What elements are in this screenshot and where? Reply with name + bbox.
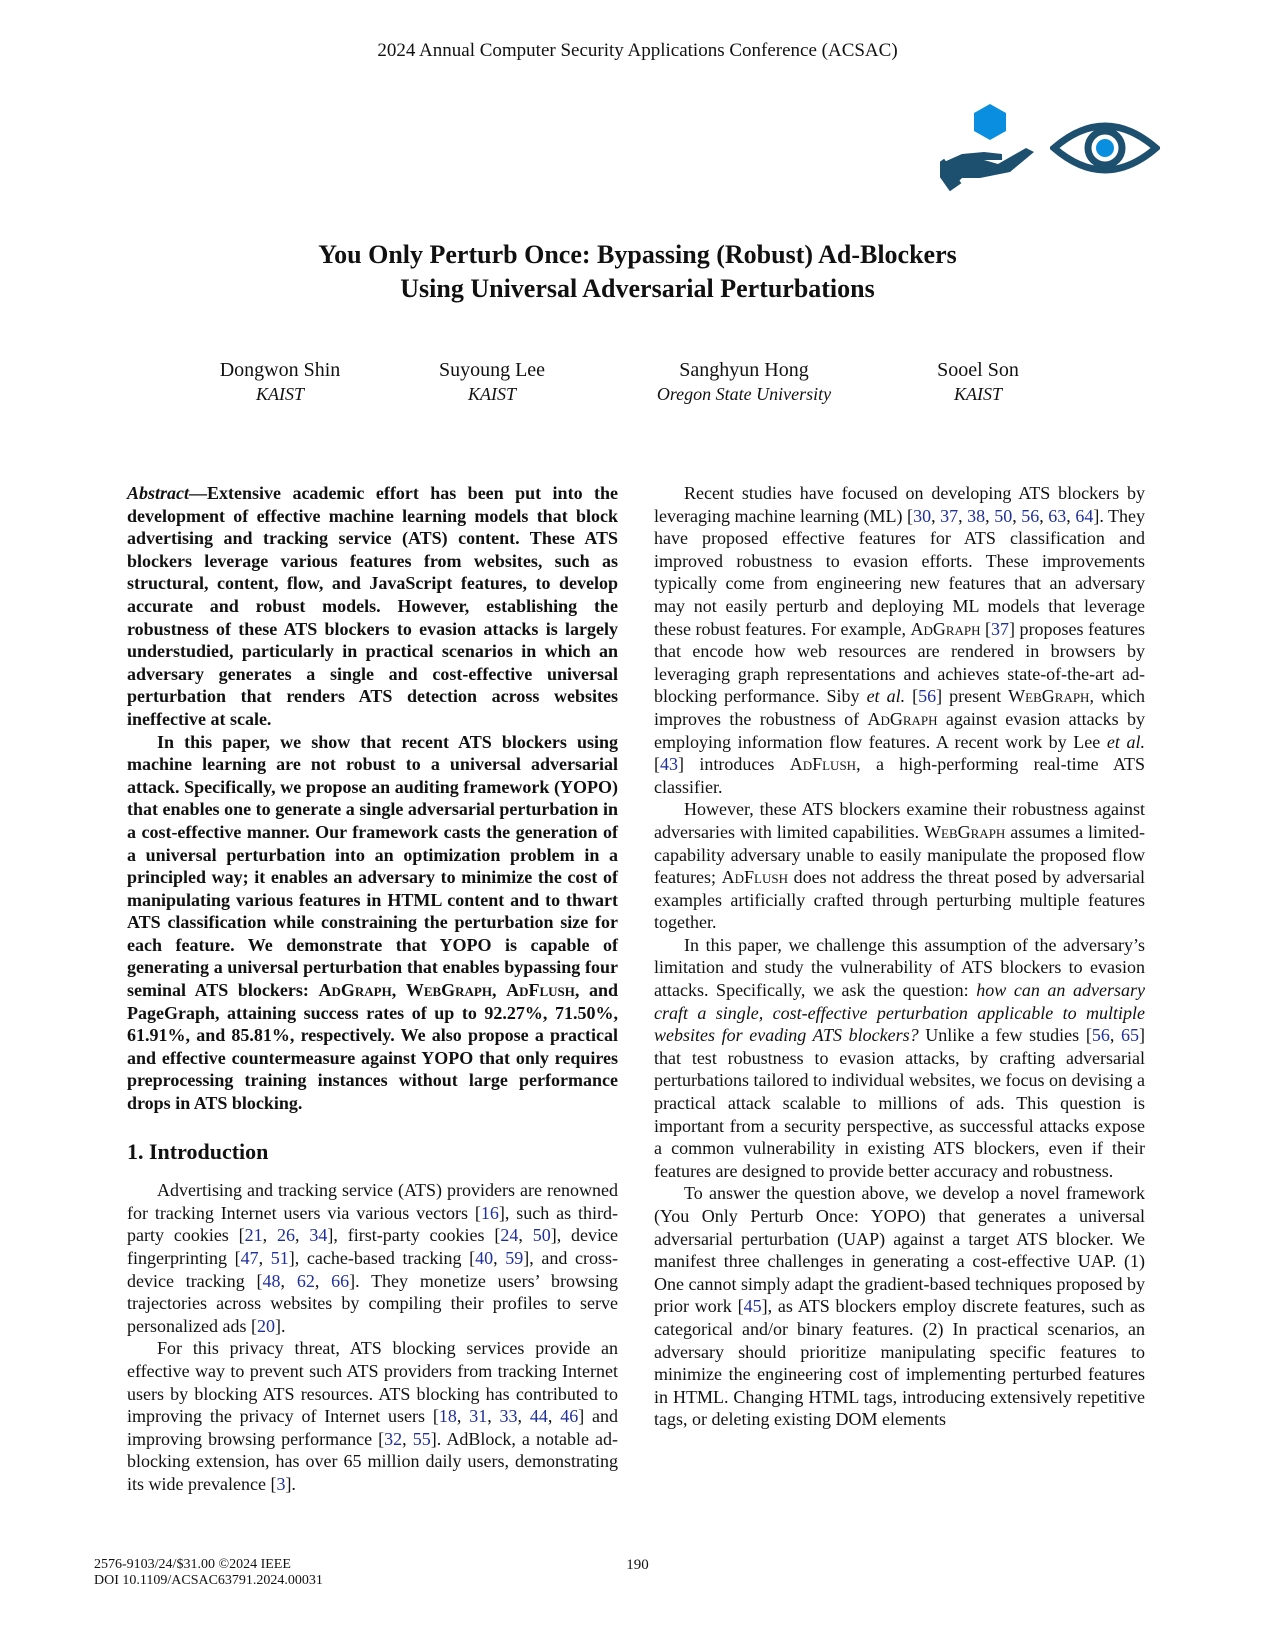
citation-link[interactable]: 18 bbox=[438, 1406, 457, 1427]
eye-icon bbox=[1050, 118, 1160, 178]
citation-link[interactable]: 26 bbox=[277, 1225, 296, 1246]
paper-title bbox=[0, 238, 1275, 306]
author-affiliation: Oregon State University bbox=[656, 384, 832, 404]
research-question: how can an adversary craft a single, cost-effective perturbation applicable to multiple websites for evading ATS blockers? bbox=[654, 980, 1145, 1046]
author-block bbox=[629, 358, 859, 406]
citation-link[interactable]: 63 bbox=[1048, 505, 1067, 526]
abstract-paragraph: Abstract—Extensive academic effort has been put into the development of effective machine learning models that block advertising and tracking service (ATS) content. These ATS blockers leverage various features from websites, such as structural, content, flow, and JavaScript features, to develop accurate and robust models. However, establishing the robustness of these ATS blockers to evasion attacks is largely understudied, particularly in practical scenarios in which an adversary generates a single and cost-effective universal perturbation that renders ATS detection across websites ineffective at scale. bbox=[127, 483, 618, 729]
citation-link[interactable]: 24 bbox=[500, 1225, 519, 1246]
citation-link[interactable]: 34 bbox=[309, 1225, 328, 1246]
citation-link[interactable]: 62 bbox=[296, 1270, 315, 1291]
citation-link[interactable]: 40 bbox=[475, 1248, 494, 1268]
hand-holding-hexagon-icon bbox=[940, 102, 1040, 192]
intro-paragraph: For this privacy threat, ATS blocking services provide an effective way to prevent such ATS providers from tracking Internet users by blocking ATS resources. ATS blocking has contributed to improving the privacy of Internet users [18, 31, 33, 44, 46] and improving browsing performance [32, 55]. AdBlock, a notable ad-blocking extension, has over 65 million daily users, demonstrating its wide prevalence [3]. bbox=[127, 1338, 619, 1494]
body-paragraph: Recent studies have focused on developing ATS blockers by leveraging machine learning (ML) [30, 37, 38, 50, 56, 63, 64]. They have proposed effective features for ATS classification and improved robustness to evasion efforts. These improvements typically come from engineering new features that an adversary may not easily perturb and deploying ML models that leverage these robust features. For example, AdGraph [37] proposes features that encode how web resources are rendered in browsers by leveraging graph representations and achieves state-of-the-art ad-blocking performance. Siby et al. [56] present WebGraph, which improves the robustness of AdGraph against evasion attacks by employing information flow features. A recent work by Lee et al. [43] introduces AdFlush, a high-performing real-time ATS classifier. bbox=[654, 483, 1146, 797]
author-name: Sooel Son bbox=[937, 359, 1019, 381]
citation-link[interactable]: 59 bbox=[505, 1248, 524, 1268]
left-column bbox=[127, 482, 618, 1496]
intro-body bbox=[127, 1179, 618, 1495]
body-paragraph: However, these ATS blockers examine their robustness against adversaries with limited capabilities. WebGraph assumes a limited-capability adversary unable to easily manipulate the proposed flow features; AdFlush does not address the threat posed by adversarial examples artificially crafted through perturbing multiple features together. bbox=[654, 799, 1145, 933]
citation-link[interactable]: 33 bbox=[499, 1406, 518, 1427]
citation-link[interactable]: 16 bbox=[480, 1202, 499, 1223]
author-name: Sanghyun Hong bbox=[679, 359, 809, 381]
citation-link[interactable]: 56 bbox=[1091, 1025, 1110, 1046]
citation-link[interactable]: 66 bbox=[331, 1270, 350, 1291]
title-line-1: You Only Perturb Once: Bypassing (Robust) Ad-Blockers bbox=[318, 240, 957, 269]
citation-link[interactable]: 45 bbox=[743, 1296, 762, 1317]
citation-link[interactable]: 38 bbox=[967, 505, 986, 526]
author-name: Suyoung Lee bbox=[438, 359, 546, 381]
citation-link[interactable]: 51 bbox=[270, 1248, 289, 1268]
citation-link[interactable]: 56 bbox=[1021, 505, 1040, 526]
author-affiliation: KAIST bbox=[467, 384, 516, 404]
page-number: 190 bbox=[626, 1557, 649, 1573]
author-block bbox=[863, 358, 1093, 406]
conference-header: 2024 Annual Computer Security Applications Conference (ACSAC) bbox=[377, 40, 898, 61]
abstract bbox=[127, 482, 618, 1115]
citation-link[interactable]: 44 bbox=[529, 1406, 548, 1427]
citation-link[interactable]: 65 bbox=[1120, 1025, 1139, 1046]
author-block bbox=[165, 358, 395, 406]
body-paragraph: In this paper, we challenge this assumption of the adversary’s limitation and study the vulnerability of ATS blockers to evasion attacks. Specifically, we ask the question: how can an adversary craft a single, cost-effective perturbation applicable to multiple websites for evading ATS blockers? Unlike a few studies [56, 65] that test robustness to evasion attacks, by crafting adversarial perturbations tailored to individual websites, we focus on devising a practical attack scalable to millions of ads. This question is important from a security perspective, as successful attacks expose a common vulnerability in existing ATS blockers, even if their features are designed to provide better accuracy and robustness. bbox=[654, 934, 1145, 1181]
citation-link[interactable]: 50 bbox=[994, 505, 1013, 526]
citation-link[interactable]: 3 bbox=[276, 1473, 286, 1494]
author-affiliation: KAIST bbox=[255, 384, 304, 404]
title-line-2: Using Universal Adversarial Perturbations bbox=[400, 274, 875, 303]
citation-link[interactable]: 43 bbox=[660, 754, 678, 775]
citation-link[interactable]: 30 bbox=[913, 505, 932, 526]
citation-link[interactable]: 37 bbox=[940, 505, 959, 526]
citation-link[interactable]: 47 bbox=[240, 1248, 259, 1268]
artifact-badges bbox=[940, 102, 1180, 192]
citation-link[interactable]: 32 bbox=[384, 1428, 403, 1449]
body-paragraph: To answer the question above, we develop a novel framework (You Only Perturb Once: YOPO) that generates a universal adversarial perturbation (UAP) against a target ATS blocker. We manifest three challenges in generating a cost-effective UAP. (1) One cannot simply adapt the gradient-based techniques proposed by prior work [45], as ATS blockers employ discrete features, such as categorical and/or binary features. (2) In practical scenarios, an adversary should prioritize manipulating specific features to minimize the engineering cost of implementing perturbed features in HTML. Changing HTML tags, introducing extensively repetitive tags, or deleting existing DOM elements bbox=[654, 1183, 1145, 1430]
citation-link[interactable]: 48 bbox=[262, 1270, 281, 1291]
right-column bbox=[654, 482, 1145, 1431]
abstract-lead: Abstract bbox=[127, 483, 190, 503]
citation-link[interactable]: 21 bbox=[244, 1225, 263, 1246]
abstract-paragraph: In this paper, we show that recent ATS blockers using machine learning are not robust to a universal adversarial attack. Specifically, we propose an auditing framework (YOPO) that enables one to generate a single adversarial perturbation in a cost-effective manner. Our framework casts the generation of a universal perturbation into an optimization problem in a principled way; it enables an adversary to minimize the cost of manipulating various features in HTML content and to thwart ATS classification while constraining the perturbation size for each feature. We demonstrate that YOPO is capable of generating a universal perturbation that enables bypassing four seminal ATS blockers: AdGraph, WebGraph, AdFlush, and PageGraph, attaining success rates of up to 92.27%, 71.50%, 61.91%, and 85.81%, respectively. We also propose a practical and effective countermeasure against YOPO that only requires preprocessing training instances without large performance drops in ATS blocking. bbox=[127, 731, 619, 1114]
citation-link[interactable]: 20 bbox=[256, 1315, 275, 1336]
citation-link[interactable]: 50 bbox=[532, 1225, 551, 1246]
author-affiliation: KAIST bbox=[953, 384, 1002, 404]
citation-link[interactable]: 56 bbox=[918, 686, 937, 707]
section-heading: 1. Introduction bbox=[127, 1138, 269, 1164]
doi-line: DOI 10.1109/ACSAC63791.2024.00031 bbox=[94, 1573, 323, 1588]
citation-link[interactable]: 37 bbox=[991, 618, 1010, 639]
citation-link[interactable]: 46 bbox=[560, 1406, 579, 1427]
intro-paragraph: Advertising and tracking service (ATS) providers are renowned for tracking Internet users via various vectors [16], such as third-party cookies [21, 26, 34], first-party cookies [24, 50], device fingerprinting [47, 51], cache-based tracking [40, 59], and cross-device tracking [48, 62, 66]. They monetize users’ browsing trajectories across websites by compiling their profiles to serve personalized ads [20]. bbox=[127, 1180, 619, 1336]
author-block bbox=[377, 358, 607, 406]
copyright-line: 2576-9103/24/$31.00 ©2024 IEEE bbox=[94, 1557, 291, 1572]
citation-link[interactable]: 55 bbox=[412, 1428, 431, 1449]
citation-link[interactable]: 64 bbox=[1075, 505, 1094, 526]
author-name: Dongwon Shin bbox=[219, 359, 341, 381]
citation-link[interactable]: 31 bbox=[469, 1406, 488, 1427]
